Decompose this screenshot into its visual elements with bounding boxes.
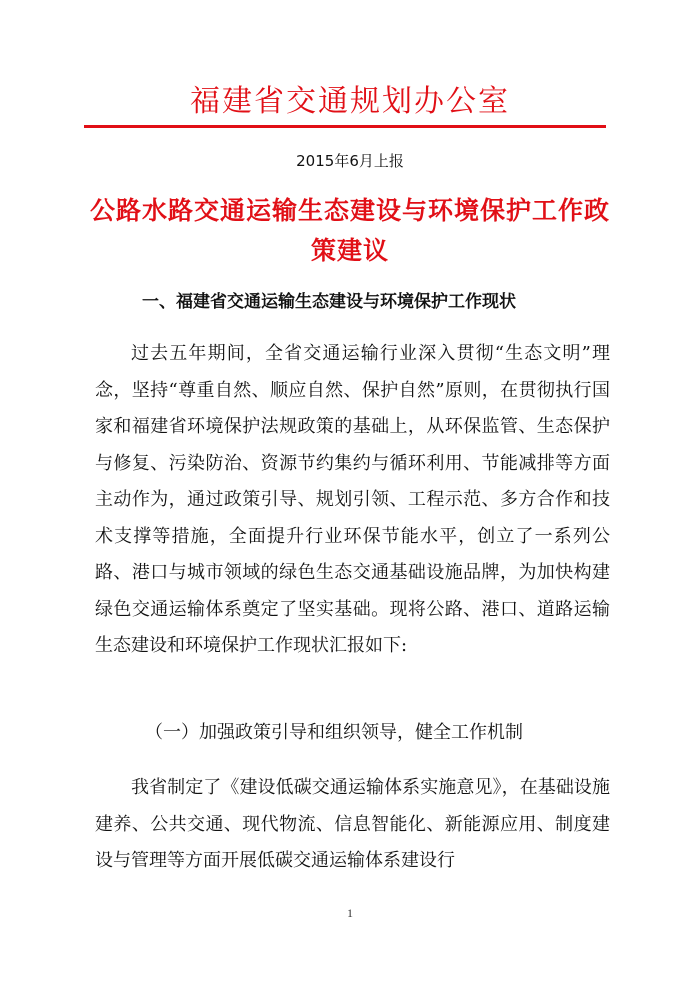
subsection-heading: （一）加强政策引导和组织领导，健全工作机制	[145, 722, 523, 743]
body-paragraph: 我省制定了《建设低碳交通运输体系实施意见》，在基础设施建养、公共交通、现代物流、信息智能化、新能源应用、制度建设与管理等方面开展低碳交通运输体系建设行	[95, 777, 610, 871]
body-paragraph: 过去五年期间，全省交通运输行业深入贯彻“生态文明”理念，坚持“尊重自然、顺应自然、保护自然”原则，在贯彻执行国家和福建省环境保护法规政策的基础上，从环保监管、生态保护与修复、污染防治、资源节约集约与循环利用、节能减排等方面主动作为，通过政策引导、规划引领、工程示范、多方合作和技术支撑等措施，全面提升行业环保节能水平，创立了一系列公路、港口与城市领域的绿色生态交通基础设施品牌，为加快构建绿色交通运输体系奠定了坚实基础。现将公路、港口、道路运输生态建设和环境保护工作现状汇报如下:	[95, 343, 610, 656]
section-heading: 一、福建省交通运输生态建设与环境保护工作现状	[142, 292, 516, 312]
report-date: 2015年6月上报	[296, 152, 404, 170]
red-header-rule	[84, 125, 606, 128]
masthead-organization: 福建省交通规划办公室	[190, 84, 510, 119]
document-title: 公路水路交通运输生态建设与环境保护工作政策建议	[90, 196, 611, 265]
page-number: 1	[347, 906, 353, 920]
